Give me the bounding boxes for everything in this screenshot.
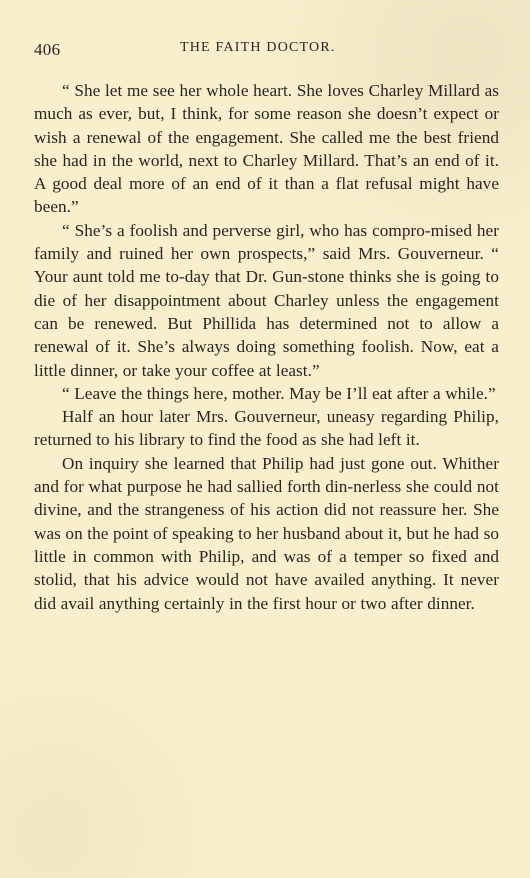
paragraph: “ Leave the things here, mother. May be I’ll eat after a while.” [62,383,496,403]
paragraph: “ She’s a foolish and perverse girl, who has compro-mised her family and ruined her own prospects,” said Mrs. Gouverneur. “ Your aunt told me to-day that Dr. Gun-stone thinks she is going to die of her disappointment about Charley unless the engagement can be renewed. But Phillida has determined not to allow a renewal of it. She’s always doing something foolish. Now, eat a little dinner, or take your coffee at least.” [34,220,499,380]
page-header [34,40,500,64]
paragraph: “ She let me see her whole heart. She loves Charley Millard as much as ever, but, I think, for some reason she doesn’t expect or wish a renewal of the engagement. She called me the best friend she had in the world, next to Charley Millard. That’s an end of it. A good deal more of an end of it than a flat refusal might have been.” [34,81,499,217]
body-text [34,79,499,615]
paragraph: On inquiry she learned that Philip had just gone out. Whither and for what purpose he had sallied forth din-nerless she could not divine, and the strangeness of his action did not reassure her. She was on the point of speaking to her husband about it, but he had so little in common with Philip, and was of a temper so fixed and stolid, that his advice would not have availed anything. It never did avail anything certainly in the first hour or two after dinner. [34,453,499,613]
page-number: 406 [34,40,61,59]
running-title: THE FAITH DOCTOR. [180,40,336,55]
paragraph: Half an hour later Mrs. Gouverneur, uneasy regarding Philip, returned to his library to find the food as she had left it. [34,407,499,450]
